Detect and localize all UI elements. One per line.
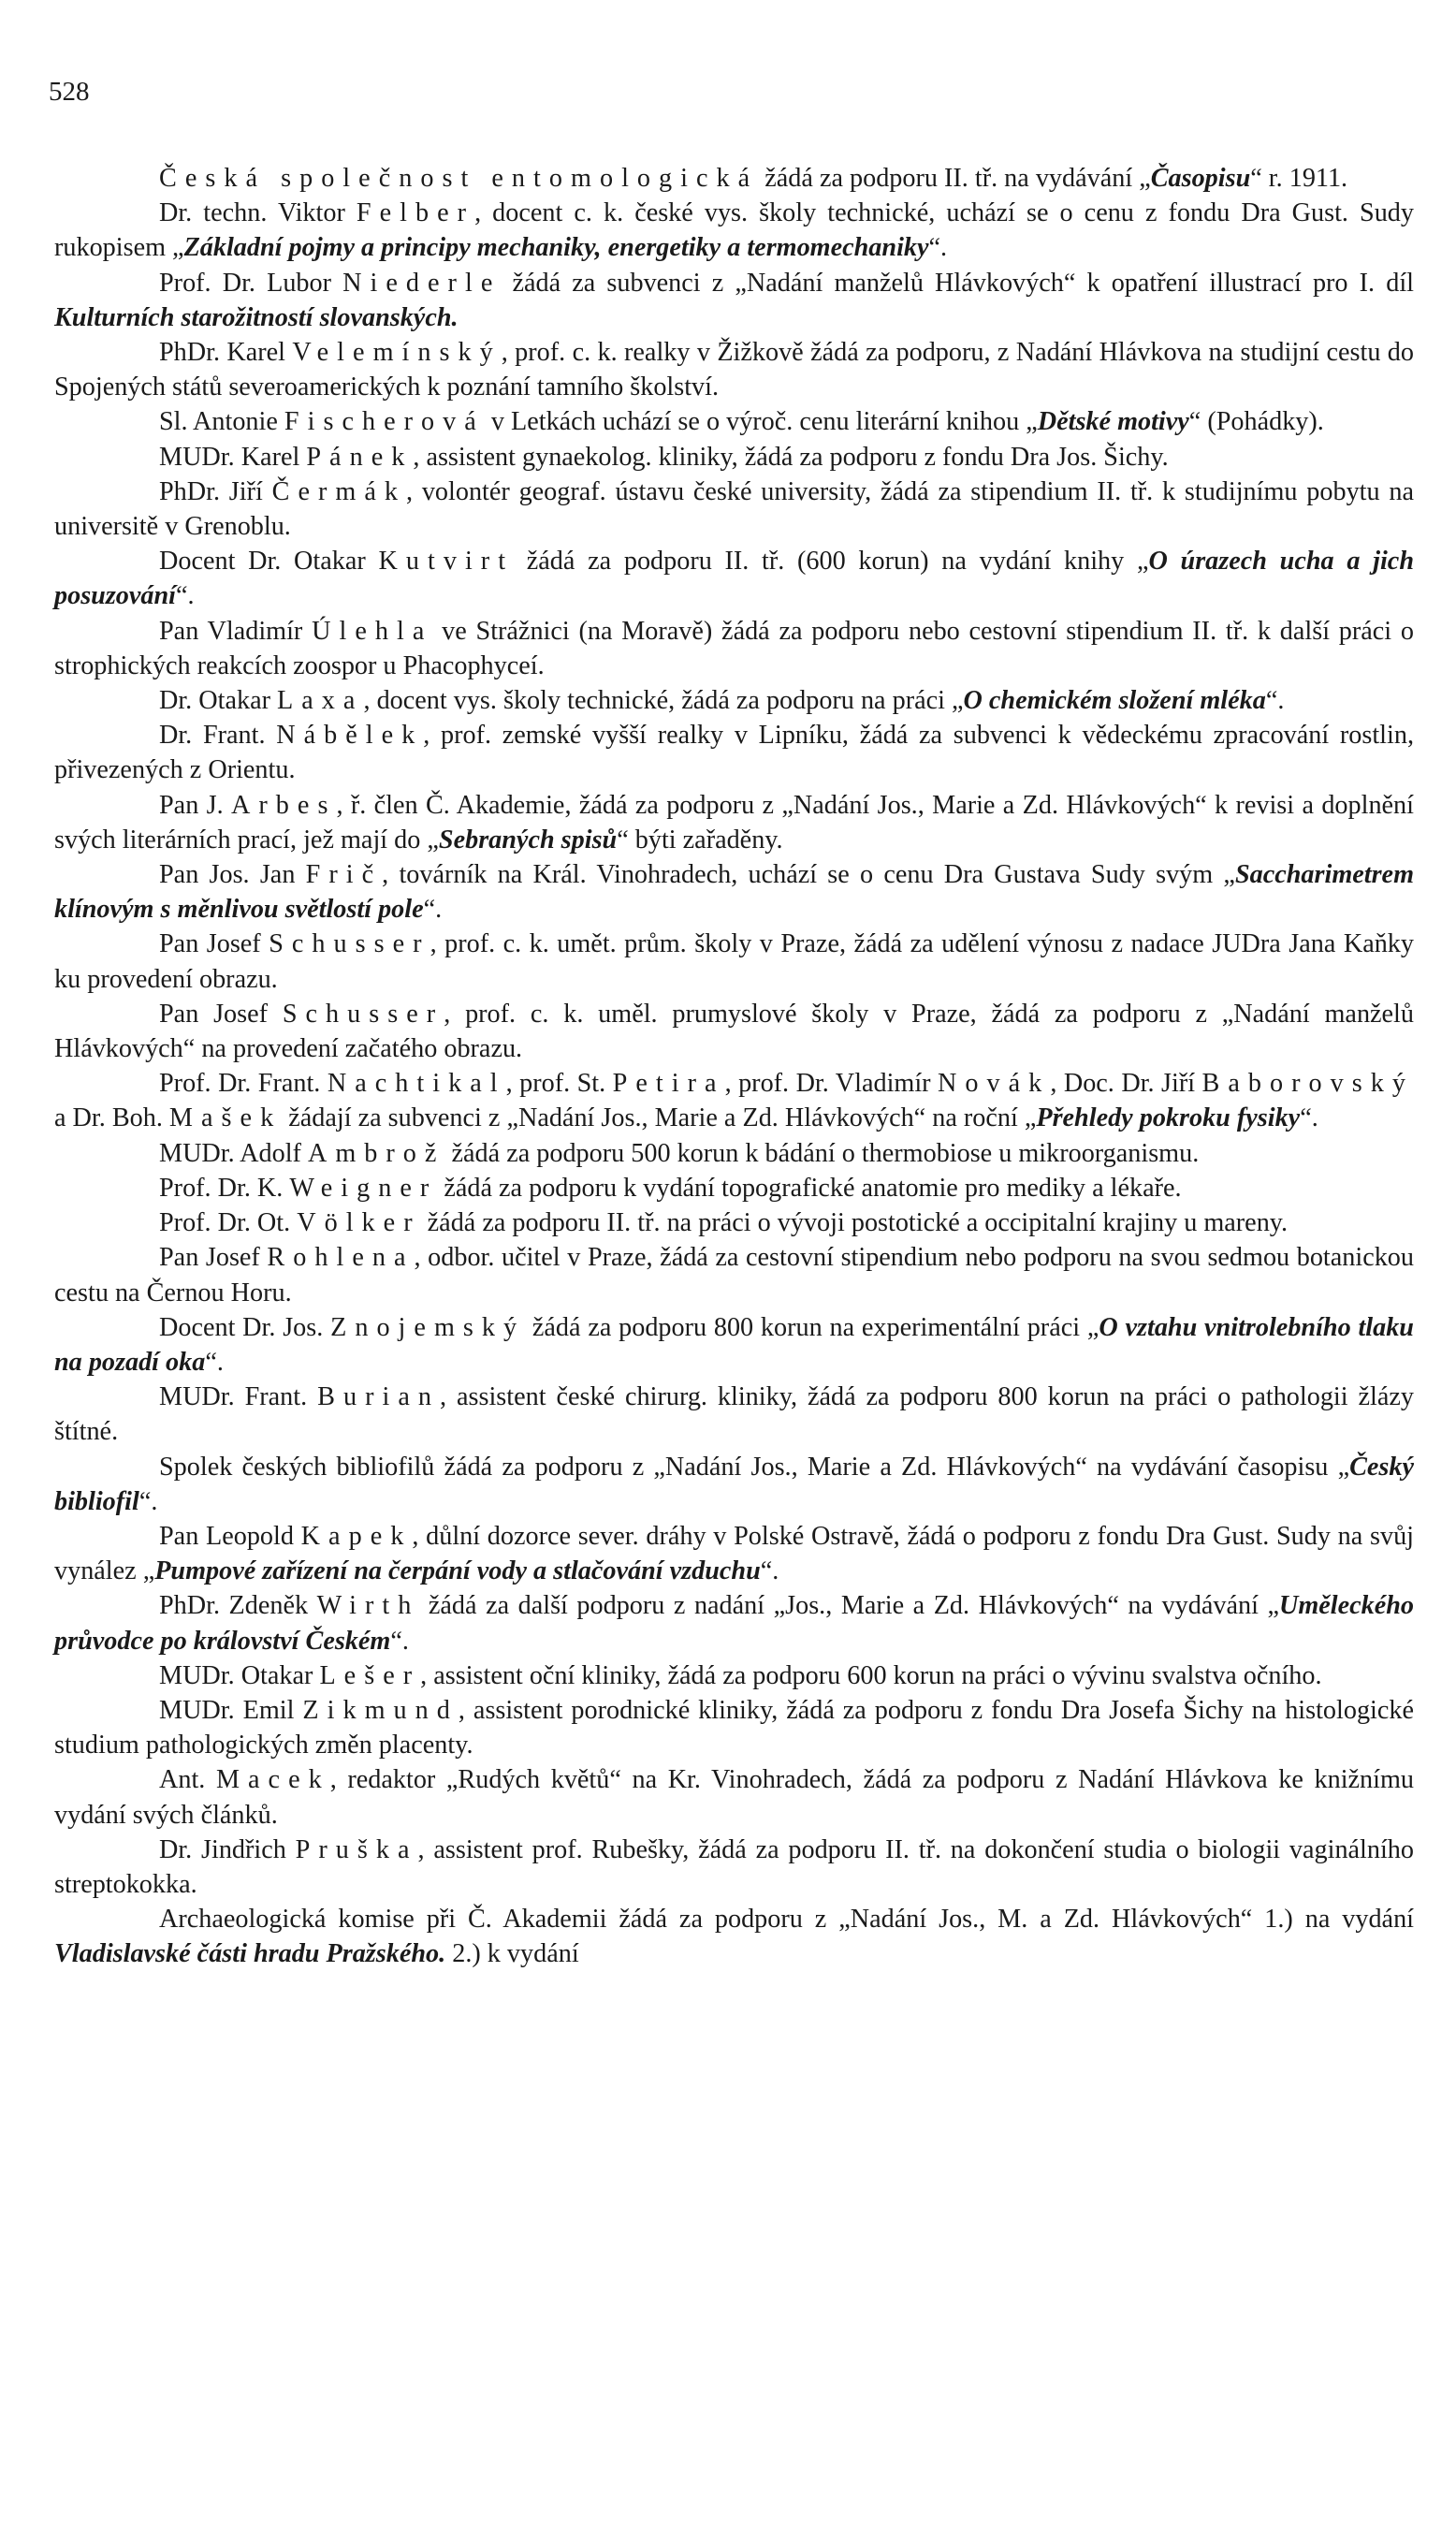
entry-paragraph <box>54 161 1414 196</box>
work-title: Kulturních starožitností slovanských. <box>54 302 459 332</box>
entry-paragraph <box>54 1380 1414 1449</box>
entry-text: žádá za podporu II. tř. (600 korun) na vydání knihy „ <box>514 547 1149 577</box>
person-name: Čermák <box>271 476 406 506</box>
person-name: Macek <box>215 1765 330 1795</box>
entry-text: Prof. Dr. Lubor <box>159 268 343 298</box>
entry-list <box>54 161 1414 1972</box>
entry-paragraph <box>54 1136 1414 1171</box>
person-name: Znojemský <box>330 1312 526 1342</box>
work-title: Základní pojmy a principy mechaniky, energetiky a termomechaniky <box>183 233 929 263</box>
person-name: Úlehla <box>312 616 433 646</box>
work-title: Vladislavské části hradu Pražského. <box>54 1939 446 1969</box>
entry-paragraph <box>54 1658 1414 1693</box>
entry-text: Dr. Frant. <box>159 721 277 751</box>
entry-text: v Letkách uchází se o výroč. cenu literární knihou „ <box>484 407 1038 437</box>
entry-text: žádá za další podporu z nadání „Jos., Marie a Zd. Hlávkových“ na vydávání „ <box>419 1591 1279 1621</box>
entry-text: Prof. Dr. Ot. <box>159 1208 298 1238</box>
work-title: O chemickém složení mléka <box>963 686 1266 716</box>
entry-text: MUDr. Emil <box>159 1695 303 1725</box>
entry-text: , redaktor „Rudých květů“ na Kr. Vinohradech, žádá za podporu z Nadání Hlávkova ke knižnímu vydání svých článků. <box>54 1765 1414 1830</box>
entry-paragraph <box>54 857 1414 927</box>
entry-text: Pan Vladimír <box>159 616 313 646</box>
person-name: Kapek <box>300 1521 413 1551</box>
entry-text: MUDr. Frant. <box>159 1382 318 1412</box>
entry-text: ve Strážnici (na Moravě) žádá za podporu nebo cestovní stipendium II. tř. k další práci o strophických reakcích zoospor u Phacophyceí. <box>54 616 1414 680</box>
entry-text: žádá za podporu k vydání topografické anatomie pro mediky a lékaře. <box>437 1173 1182 1203</box>
entry-paragraph <box>54 544 1414 613</box>
entry-text: Pan Josef <box>159 929 269 959</box>
person-name: Fischerová <box>284 407 485 437</box>
entry-text: Prof. Dr. K. <box>159 1173 290 1203</box>
work-title: Sebraných spisů <box>438 825 618 855</box>
entry-paragraph <box>54 335 1414 404</box>
entry-paragraph <box>54 614 1414 683</box>
entry-text: a Dr. Boh. <box>54 1103 169 1133</box>
entry-paragraph <box>54 266 1414 335</box>
entry-text: PhDr. Karel <box>159 338 293 368</box>
person-name: Mašek <box>168 1103 283 1133</box>
entry-text: žádá za podporu 800 korun na experimentální práci „ <box>525 1312 1099 1342</box>
work-title: Český bibliofil <box>54 1452 1414 1516</box>
entry-text: , docent c. k. české vys. školy technické, uchází se o cenu z fondu Dra Gust. Sudy rukopisem „ <box>54 198 1414 263</box>
entry-text: , důlní dozorce sever. dráhy v Polské Ostravě, žádá o podporu z fondu Dra Gust. Sudy na svůj vynález „ <box>54 1521 1415 1586</box>
person-name: Völker <box>297 1208 421 1238</box>
work-title: Uměleckého průvodce po království Českém <box>54 1591 1414 1656</box>
entry-text: “ býti zařaděny. <box>617 825 783 855</box>
work-title: Přehledy pokroku fysiky <box>1036 1103 1301 1133</box>
entry-paragraph <box>54 997 1414 1066</box>
entry-text: žádá za subvenci z „Nadání manželů Hlávkových“ k opatření illustrací pro I. díl <box>501 268 1414 298</box>
entry-text: , odbor. učitel v Praze, žádá za cestovní stipendium nebo podporu na svou sedmou botanickou cestu na Černou Horu. <box>54 1243 1414 1307</box>
person-name: Lešer <box>319 1660 421 1690</box>
entry-text: Dr. Jindřich <box>159 1834 296 1864</box>
entry-text: “. <box>176 581 195 611</box>
entry-text: PhDr. Jiří <box>159 476 272 506</box>
entry-text: “. <box>205 1347 224 1377</box>
entry-paragraph <box>54 475 1414 544</box>
entry-paragraph <box>54 196 1414 265</box>
entry-paragraph <box>54 788 1414 857</box>
person-name: Niederle <box>342 268 502 298</box>
entry-text: Pan Josef <box>159 999 283 1029</box>
entry-text: Docent Dr. Otakar <box>159 547 379 577</box>
entry-text: Ant. <box>159 1765 216 1795</box>
entry-text: , assistent české chirurg. kliniky, žádá za podporu 800 korun na práci o pathologii žlázy štítné. <box>54 1382 1415 1447</box>
person-name: Pruška <box>295 1834 418 1864</box>
person-name: Arbes <box>231 790 337 820</box>
entry-text: žádá za podporu II. tř. na práci o vývoji postotické a occipitalní krajiny u mareny. <box>420 1208 1289 1238</box>
entry-paragraph <box>54 1240 1414 1309</box>
entry-text: Dr. techn. Viktor <box>159 198 357 228</box>
entry-text: Prof. Dr. Frant. <box>159 1069 328 1099</box>
entry-text: Archaeologická komise při Č. Akademii žádá za podporu z „Nadání Jos., M. a Zd. Hlávkových“ 1.) na vydání <box>159 1905 1414 1935</box>
page-number: 528 <box>49 77 90 107</box>
entry-paragraph <box>54 1833 1414 1902</box>
work-title: Pumpové zařízení na čerpání vody a stlačování vzduchu <box>154 1556 761 1586</box>
entry-paragraph <box>54 1450 1414 1519</box>
entry-text: žádají za subvenci z „Nadání Jos., Marie a Zd. Hlávkových“ na roční „ <box>282 1103 1037 1133</box>
entry-text: “. <box>928 233 948 263</box>
entry-text: , ř. člen Č. Akademie, žádá za podporu z „Nadání Jos., Marie a Zd. Hlávkových“ k revisi a doplnění svých literárních prací, jež mají do „ <box>54 790 1414 855</box>
entry-text: MUDr. Karel <box>159 442 307 472</box>
person-name: Wirth <box>316 1591 420 1621</box>
entry-paragraph <box>54 1066 1414 1135</box>
person-name: Pánek <box>306 442 414 472</box>
entry-paragraph <box>54 1519 1414 1588</box>
entry-text: Pan Jos. Jan <box>159 860 306 890</box>
person-name: Baborovský <box>1201 1069 1415 1099</box>
person-name: Česká společnost entomologická <box>159 164 759 193</box>
person-name: Novák <box>938 1069 1051 1099</box>
entry-paragraph <box>54 1693 1414 1762</box>
person-name: Nachtikal <box>327 1069 506 1099</box>
entry-text: Pan J. <box>159 790 232 820</box>
entry-paragraph <box>54 404 1414 439</box>
person-name: Kutvirt <box>378 547 515 577</box>
entry-paragraph <box>54 1588 1414 1658</box>
entry-text: Sl. Antonie <box>159 407 284 437</box>
entry-text: , assistent prof. Rubešky, žádá za podporu II. tř. na dokončení studia o biologii vaginálního streptokokka. <box>54 1834 1414 1899</box>
entry-text: Pan Josef <box>159 1243 268 1273</box>
entry-text: žádá za podporu II. tř. na vydávání „ <box>758 164 1151 193</box>
person-name: Ambrož <box>307 1138 445 1168</box>
entry-text: “. <box>1300 1103 1318 1133</box>
work-title: O vztahu vnitrolebního tlaku na pozadí oka <box>54 1312 1414 1377</box>
entry-paragraph <box>54 927 1414 996</box>
entry-text: , volontér geograf. ústavu české university, žádá za stipendium II. tř. k studijnímu pobytu na universitě v Grenoblu. <box>54 476 1414 542</box>
entry-text: PhDr. Zdeněk <box>159 1591 317 1621</box>
entry-text: “ (Pohádky). <box>1188 407 1324 437</box>
entry-text: , prof. c. k. umět. prům. školy v Praze, žádá za udělení výnosu z nadace JUDra Jana Kaňky ku provedení obrazu. <box>54 929 1414 994</box>
person-name: Burian <box>317 1382 440 1412</box>
entry-paragraph <box>54 1205 1414 1240</box>
entry-text: , assistent oční kliniky, žádá za podporu 600 korun na práci o vývinu svalstva očního. <box>420 1660 1322 1690</box>
entry-text: , assistent gynaekolog. kliniky, žádá za podporu z fondu Dra Jos. Šichy. <box>413 442 1169 472</box>
entry-text: “. <box>390 1626 409 1656</box>
entry-text: , prof. c. k. realky v Žižkově žádá za podporu, z Nadání Hlávkova na studijní cestu do Spojených států severoamerických k poznání tamního školství. <box>54 338 1414 402</box>
entry-text: “. <box>423 895 443 925</box>
entry-paragraph <box>54 1171 1414 1205</box>
entry-paragraph <box>54 1902 1414 1971</box>
person-name: Frič <box>305 860 383 890</box>
entry-text: Spolek českých bibliofilů žádá za podporu z „Nadání Jos., Marie a Zd. Hlávkových“ na vydávání časopisu „ <box>159 1452 1350 1482</box>
entry-text: “. <box>138 1486 158 1516</box>
entry-text: , továrník na Král. Vinohradech, uchází se o cenu Dra Gustava Sudy svým „ <box>382 860 1235 890</box>
entry-text: , prof. c. k. uměl. prumyslové školy v Praze, žádá za podporu z „Nadání manželů Hlávkových“ na provedení začatého obrazu. <box>54 999 1414 1064</box>
work-title: O úrazech ucha a jich posuzování <box>54 547 1414 611</box>
person-name: Schusser <box>282 999 444 1029</box>
entry-paragraph <box>54 718 1414 787</box>
entry-text: , prof. St. <box>505 1069 613 1099</box>
entry-paragraph <box>54 1762 1414 1832</box>
entry-text: 2.) k vydání <box>445 1939 579 1969</box>
entry-text: , prof. zemské vyšší realky v Lipníku, žádá za subvenci k vědeckému zpracování rostlin, přivezených z Orientu. <box>54 721 1414 785</box>
person-name: Rohlena <box>267 1243 415 1273</box>
entry-text: “. <box>1265 686 1285 716</box>
entry-text: , docent vys. školy technické, žádá za podporu na práci „ <box>363 686 964 716</box>
entry-text: Pan Leopold <box>159 1521 301 1551</box>
person-name: Schusser <box>269 929 430 959</box>
person-name: Velemínský <box>292 338 502 368</box>
person-name: Laxa <box>277 686 364 716</box>
entry-paragraph <box>54 440 1414 475</box>
entry-text: Dr. Otakar <box>159 686 278 716</box>
work-title: Saccharimetrem klínovým s měnlivou světlostí pole <box>54 860 1414 925</box>
entry-paragraph <box>54 1310 1414 1380</box>
person-name: Weigner <box>289 1173 438 1203</box>
entry-text: žádá za podporu 500 korun k bádání o thermobiose u mikroorganismu. <box>444 1138 1200 1168</box>
entry-paragraph <box>54 683 1414 718</box>
person-name: Petira <box>612 1069 725 1099</box>
entry-text: Docent Dr. Jos. <box>159 1312 331 1342</box>
entry-text: “. <box>760 1556 779 1586</box>
person-name: Zikmund <box>302 1695 459 1725</box>
work-title: Časopisu <box>1150 164 1251 193</box>
work-title: Dětské motivy <box>1037 407 1189 437</box>
entry-text: MUDr. Adolf <box>159 1138 308 1168</box>
entry-text: MUDr. Otakar <box>159 1660 320 1690</box>
person-name: Felber <box>356 198 475 228</box>
entry-text: “ r. 1911. <box>1250 164 1348 193</box>
entry-text: , assistent porodnické kliniky, žádá za podporu z fondu Dra Josefa Šichy na histologické studium pathologických změn placenty. <box>54 1695 1414 1760</box>
person-name: Nábělek <box>276 721 424 751</box>
entry-text: , Doc. Dr. Jiří <box>1050 1069 1202 1099</box>
entry-text: , prof. Dr. Vladimír <box>724 1069 939 1099</box>
